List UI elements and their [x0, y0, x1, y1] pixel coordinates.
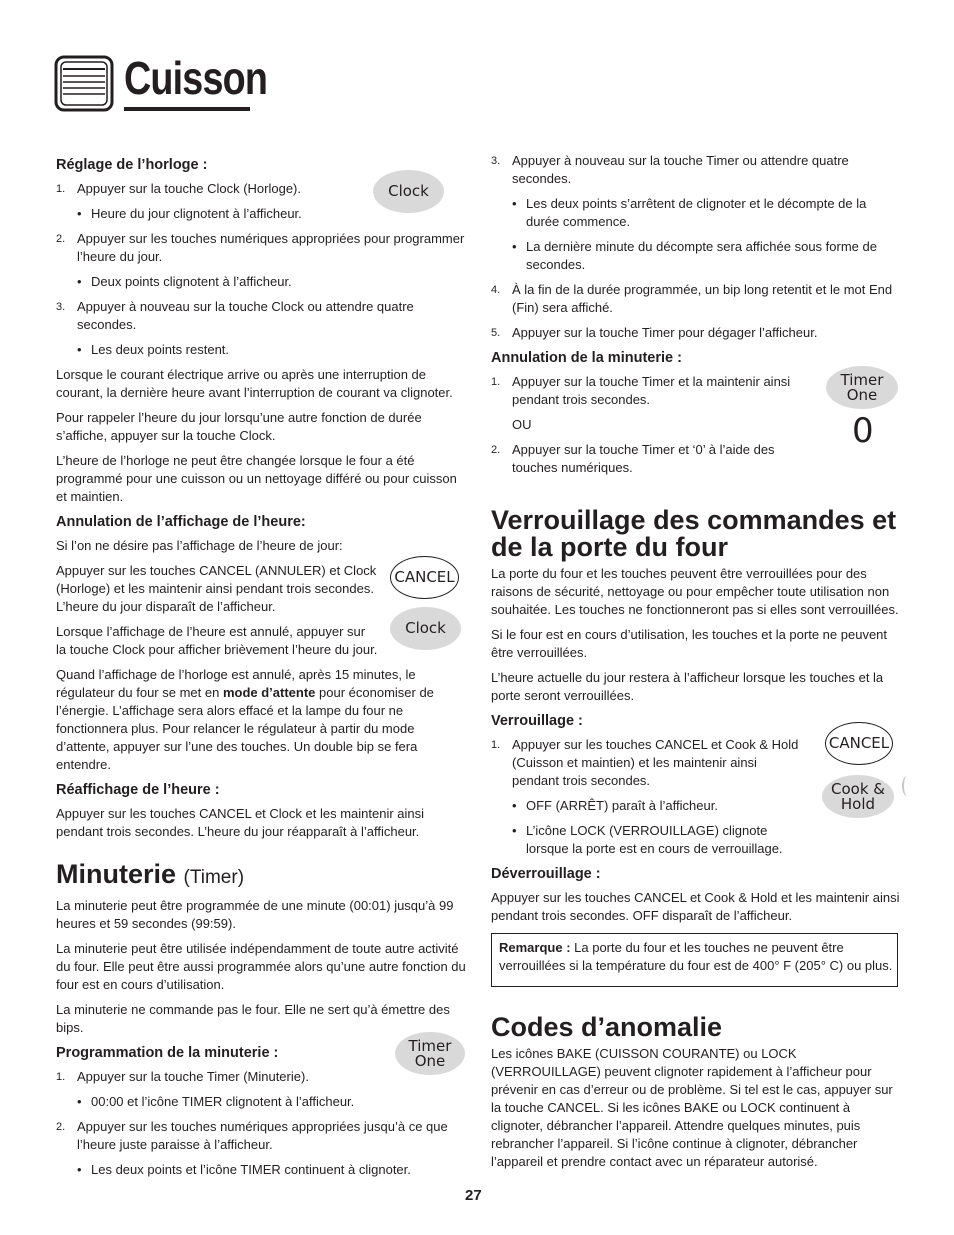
left-column — [56, 150, 468, 1186]
bullet-item: • OFF (ARRÊT) paraît à l’afficheur. — [491, 797, 901, 815]
bullet-item: • Les deux points restent. — [56, 341, 468, 359]
title-rule — [124, 107, 250, 111]
bullet-item: • Les deux points et l’icône TIMER continuent à clignoter. — [56, 1161, 468, 1179]
cancel-button[interactable]: CANCEL — [825, 722, 893, 765]
subheading-programmation: Programmation de la minuterie : — [56, 1045, 279, 1061]
paragraph: L’heure de l’horloge ne peut être changée lorsque le four a été programmé pour une cuisson ou un nettoyage différé ou pour cuisson et maintien. — [56, 453, 457, 504]
paragraph: Appuyer sur les touches CANCEL (ANNULER) et Clock (Horloge) et les maintenir ainsi pendant trois secondes. L’heure du jour disparaît de l’afficheur. — [56, 563, 377, 614]
partial-button-edge — [902, 776, 912, 796]
oven-icon — [54, 55, 114, 112]
paragraph: Lorsque le courant électrique arrive ou après une interruption de courant, la dernière heure avant l’interruption de courant va clignoter. — [56, 367, 453, 400]
bullet-item: • Heure du jour clignotent à l’afficheur. — [56, 205, 468, 223]
subheading-reglage: Réglage de l’horloge : — [56, 157, 208, 173]
note-box: Remarque : La porte du four et les touches ne peuvent être verrouillées si la température du four est de 400° F (205° C) ou plus. — [491, 933, 898, 987]
list-item: 3. Appuyer à nouveau sur la touche Timer ou attendre quatre secondes. — [491, 153, 849, 186]
paragraph: Les icônes BAKE (CUISSON COURANTE) ou LOCK (VERROUILLAGE) peuvent clignoter rapidement à l’afficheur pour prévenir en cas d’erreur ou de problème. Si tel est le cas, appuyer sur la touche CANCEL. Si les icônes BAKE ou LOCK continuent à clignoter, débrancher l’appareil. Attendre quelques minutes, puis rebrancher l’appareil. Si l’icône continue à clignoter, débrancher l’appareil et prendre contact avec un réparateur autorisé. — [491, 1046, 893, 1169]
paragraph: La minuterie peut être programmée de une minute (00:01) jusqu’à 99 heures et 59 secondes (99:59). — [56, 898, 454, 931]
subheading-deverrouillage: Déverrouillage : — [491, 866, 601, 882]
list-item: 1. Appuyer sur la touche Timer et la maintenir ainsi pendant trois secondes. — [491, 374, 791, 407]
paragraph: La minuterie peut être utilisée indépendamment de toute autre activité du four. Elle peut être aussi programmée alors qu’une autre fonction du four est en cours d’utilisation. — [56, 941, 466, 992]
cancel-button[interactable]: CANCEL — [390, 556, 459, 599]
list-item: 1. Appuyer sur la touche Clock (Horloge). — [56, 181, 301, 196]
page-number: 27 — [465, 1187, 482, 1204]
codes-section — [491, 1002, 901, 1178]
section-heading-minuterie: Minuterie (Timer) — [56, 859, 245, 889]
subheading-annulation-minuterie: Annulation de la minuterie : — [491, 350, 682, 366]
paragraph: Pour rappeler l’heure du jour lorsqu’une autre fonction de durée s’affiche, appuyer sur la touche Clock. — [56, 410, 422, 443]
paragraph: La porte du four et les touches peuvent être verrouillées pour des raisons de sécurité, nettoyage ou pour empêcher toute utilisation non souhaitée. Les touches ne fonctionneront pas si elles sont verrouillées. — [491, 566, 899, 617]
section-heading-codes: Codes d’anomalie — [491, 1012, 723, 1042]
list-item-ou: OU — [512, 417, 532, 432]
paragraph: Lorsque l’affichage de l’heure est annulé, appuyer sur la touche Clock pour afficher brièvement l’heure du jour. — [56, 624, 378, 657]
paragraph: Quand l’affichage de l’horloge est annulé, après 15 minutes, le régulateur du four se met en mode d’attente pour économiser de l’énergie. L’affichage sera alors effacé et la lampe du four ne fonctionnera plus. Pour relancer le régulateur à partir du mode d’attente, appuyer sur l’une des touches. Un double bip se fera entendre. — [56, 667, 434, 772]
clock-button[interactable]: Clock — [390, 607, 461, 650]
paragraph: Si le four est en cours d’utilisation, les touches et la porte ne peuvent être verrouillées. — [491, 627, 888, 660]
page-title: Cuisson — [124, 52, 268, 104]
bullet-item: • Deux points clignotent à l’afficheur. — [56, 273, 468, 291]
list-item: 2. Appuyer sur les touches numériques appropriées jusqu’à ce que l’heure juste paraisse à l’afficheur. — [56, 1119, 448, 1152]
subheading-reaffichage: Réaffichage de l’heure : — [56, 782, 220, 798]
zero-key[interactable]: 0 — [852, 411, 874, 451]
bullet-item: • L’icône LOCK (VERROUILLAGE) clignote lorsque la porte est en cours de verrouillage. — [491, 822, 901, 858]
bullet-item: • La dernière minute du décompte sera affichée sous forme de secondes. — [491, 238, 901, 274]
clock-button[interactable]: Clock — [373, 170, 444, 213]
list-item: 5. Appuyer sur la touche Timer pour dégager l’afficheur. — [491, 325, 818, 340]
subheading-verrouillage: Verrouillage : — [491, 713, 583, 729]
list-item: 2. Appuyer sur les touches numériques appropriées pour programmer l’heure du jour. — [56, 231, 465, 264]
timer-button[interactable]: Timer One — [395, 1032, 465, 1075]
section-heading-verrouillage: Verrouillage des commandes et de la porte du four — [491, 505, 897, 562]
subheading-annulation: Annulation de l’affichage de l’heure: — [56, 514, 306, 530]
list-item: 4. À la fin de la durée programmée, un bip long retentit et le mot End (Fin) sera affiché. — [491, 282, 893, 315]
timer-button[interactable]: Timer One — [826, 366, 898, 409]
bullet-item: • 00:00 et l’icône TIMER clignotent à l’afficheur. — [56, 1093, 468, 1111]
paragraph: Appuyer sur les touches CANCEL et Cook & Hold et les maintenir ainsi pendant trois secondes. OFF disparaît de l’afficheur. — [491, 890, 900, 923]
paragraph: La minuterie ne commande pas le four. Elle ne sert qu’à émettre des bips. — [56, 1002, 450, 1035]
bullet-item: • Les deux points s’arrêtent de clignoter et le décompte de la durée commence. — [491, 195, 901, 231]
cook-hold-button[interactable]: Cook & Hold — [822, 775, 894, 818]
list-item: 3. Appuyer à nouveau sur la touche Clock ou attendre quatre secondes. — [56, 299, 414, 332]
paragraph: Si l’on ne désire pas l’affichage de l’heure de jour: — [56, 538, 343, 553]
list-item: 1. Appuyer sur les touches CANCEL et Cook & Hold (Cuisson et maintien) et les maintenir ainsi pendant trois secondes. — [491, 737, 799, 788]
list-item: 2. Appuyer sur la touche Timer et ‘0’ à l’aide des touches numériques. — [491, 442, 775, 475]
paragraph: L’heure actuelle du jour restera à l’afficheur lorsque les touches et la porte seront verrouillées. — [491, 670, 884, 703]
paragraph: Appuyer sur les touches CANCEL et Clock et les maintenir ainsi pendant trois secondes. L’heure du jour réapparaît à l’afficheur. — [56, 806, 425, 839]
list-item: 1. Appuyer sur la touche Timer (Minuterie). — [56, 1069, 309, 1084]
